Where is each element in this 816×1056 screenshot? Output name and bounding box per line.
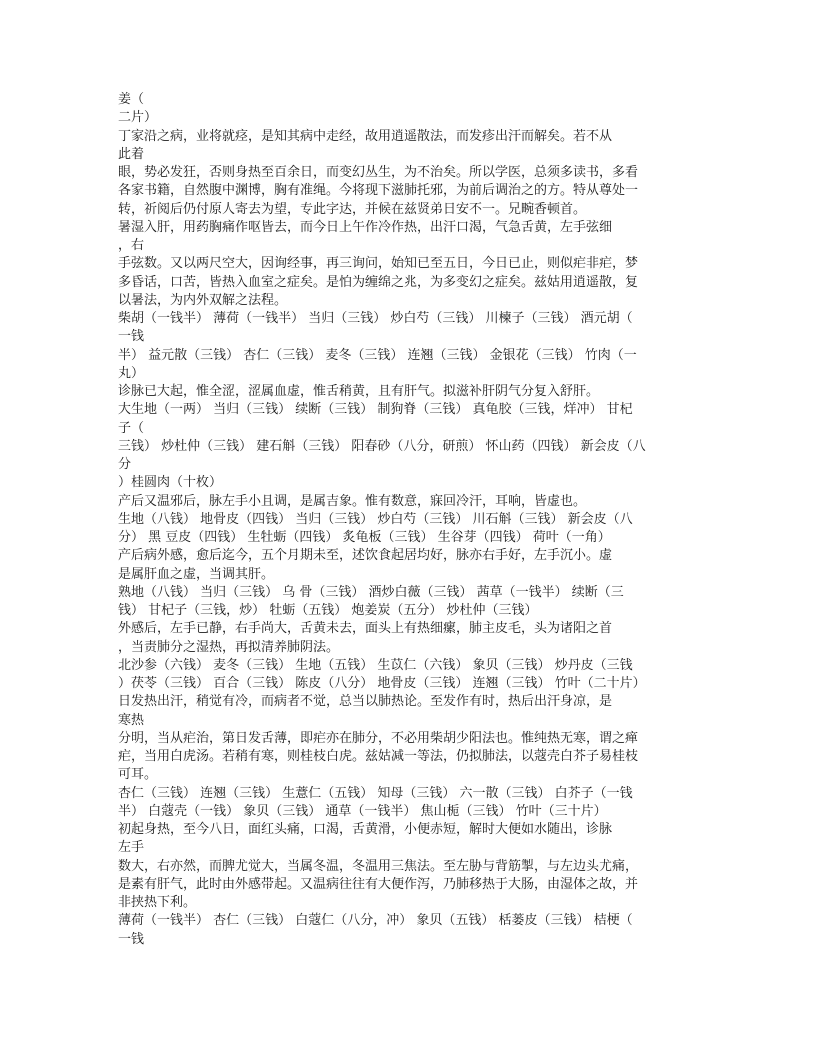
document-page (118, 91, 708, 949)
prescription-line: 分） 黑 豆皮（四钱） 生牡蛎（四钱） 炙龟板（三钱） 生谷芽（四钱） 荷叶（一角） (118, 530, 611, 545)
text-line: 日发热出汗，稍觉有冷，而病者不觉，总当以肺热论。至发作有时，热后出汗身凉，是 (118, 694, 613, 710)
prescription-line: 三钱） 炒杜仲（三钱） 建石斛（三钱） 阳春砂（八分，研煎） 怀山药（四钱） 新会皮（八 (118, 438, 646, 454)
prescription-line: 半） 白蔻壳（一钱） 象贝（三钱） 通草（一钱半） 焦山栀（三钱） 竹叶（三十片） (118, 803, 607, 819)
text-line: 姜（ (118, 92, 145, 107)
text-line: 产后病外感，愈后迄今，五个月期未至，述饮食起居均好，脉亦右手好，左手沉小。虚 (118, 548, 613, 564)
text-line: 各家书籍，自然腹中渊博，胸有准绳。今将现下滋肺托邪，为前后调治之的方。特从尊处一 (118, 183, 639, 199)
text-line: 分明，当从疟治，第日发舌薄，即疟亦在肺分，不必用柴胡少阳法也。惟纯热无寒，谓之瘅 (118, 730, 639, 746)
prescription-line: 一钱 (118, 931, 145, 947)
text-line: 是属肝血之虚，当调其肝。 (118, 566, 275, 582)
prescription-line: 半） 益元散（三钱） 杏仁（三钱） 麦冬（三钱） 连翘（三钱） 金银花（三钱） 竹肉（一 (118, 347, 637, 363)
prescription-line: 丸） (118, 365, 145, 381)
prescription-line: ）桂圆肉（十枚） (118, 475, 223, 491)
text-line: ，右 (118, 238, 145, 253)
prescription-line: 生地（八钱） 地骨皮（四钱） 当归（三钱） 炒白芍（三钱） 川石斛（三钱） 新会皮（八 (118, 511, 633, 527)
text-line: 数大，右亦然，而脾尤觉大，当属冬温，冬温用三焦法。至左胁与背筋掣，与左边头尤痛， (118, 858, 639, 874)
text-line: 外感后，左手已静，右手尚大，舌黄未去，面头上有热细瘰，肺主皮毛，头为诸阳之首 (118, 621, 613, 637)
text-line: 疟，当用白虎汤。若稍有寒，则桂枝白虎。兹姑减一等法，仍拟肺法，以蔻壳白芥子易桂枝 (118, 749, 639, 764)
text-line: 转，祈阅后仍付原人寄去为望，专此字达，并候在兹贤弟日安不一。兄畹香顿首。 (118, 201, 587, 217)
text-line: 左手 (118, 840, 145, 856)
prescription-line: 柴胡（一钱半） 薄荷（一钱半） 当归（三钱） 炒白芍（三钱） 川楝子（三钱） 酒元胡（ (118, 311, 633, 326)
text-line: 二片） (118, 110, 158, 126)
text-line: 多昏话，口苦，皆热入血室之症矣。是怕为缠绵之兆，为多变幻之症矣。兹姑用逍遥散，复 (118, 274, 639, 290)
text-line: 可耳。 (118, 767, 158, 783)
prescription-line: 熟地（八钱） 当归（三钱） 乌 骨（三钱） 酒炒白薇（三钱） 茜草（一钱半） 续断（三 (118, 584, 624, 600)
prescription-line: 分 (118, 457, 132, 472)
prescription-line: 北沙参（六钱） 麦冬（三钱） 生地（五钱） 生苡仁（六钱） 象贝（三钱） 炒丹皮（三钱 (118, 657, 633, 673)
prescription-line: 钱） 甘杞子（三钱，炒） 牡蛎（五钱） 炮姜炭（五分） 炒杜仲（三钱） (118, 603, 538, 618)
text-line: 手弦数。又以两尺空大，因询经事，再三询问，始知已至五日，今日已止，则似疟非疟，梦 (118, 256, 639, 272)
text-line: 诊脉已大起，惟全涩，涩属血虚，惟舌稍黄，且有肝气。拟滋补肝阴气分复入舒肝。 (118, 384, 600, 399)
text-line: 以暑法，为内外双解之法程。 (118, 292, 288, 308)
text-line: 眼，势必发狂，否则身热至百余日，而变幻丛生，为不治矣。所以学医，总须多读书，多看 (118, 165, 639, 180)
text-line: 非挟热下利。 (118, 895, 197, 910)
text-line: 初起身热，至今八日，面红头痛，口渴，舌黄滑，小便赤短，解时大便如水随出，诊脉 (118, 822, 613, 837)
prescription-line: 大生地（一两） 当归（三钱） 续断（三钱） 制狗脊（三钱） 真龟胶（三钱，烊冲） 甘杞 (118, 402, 633, 418)
prescription-line: 薄荷（一钱半） 杏仁（三钱） 白蔻仁（八分，冲） 象贝（五钱） 栝蒌皮（三钱） 桔梗（ (118, 913, 633, 929)
text-line: ，当责肺分之湿热，再拟清养肺阴法。 (118, 639, 340, 655)
text-line: 是素有肝气，此时由外感带起。又温病往往有大便作泻，乃肺移热于大肠，由湿体之故，并 (118, 876, 639, 892)
text-line: 暑湿入肝，用药胸痛作呕皆去，而今日上午作冷作热，出汗口渴，气急舌黄，左手弦细 (118, 219, 613, 235)
text-line: 此着 (118, 146, 145, 162)
prescription-line: 一钱 (118, 329, 145, 345)
prescription-line: ）茯苓（三钱） 百合（三钱） 陈皮（八分） 地骨皮（三钱） 连翘（三钱） 竹叶（二十片） (118, 676, 646, 691)
text-line: 产后又温邪后，脉左手小且调，是属吉象。惟有数意，寐回冷汗，耳响，皆虚也。 (118, 493, 587, 509)
prescription-line: 杏仁（三钱） 连翘（三钱） 生薏仁（五钱） 知母（三钱） 六一散（三钱） 白芥子（一钱 (118, 785, 633, 801)
text-line: 寒热 (118, 712, 145, 728)
prescription-line: 子（ (118, 420, 145, 436)
text-line: 丁家沿之病，业将就痉，是知其病中走经，故用逍遥散法，而发疹出汗而解矣。若不从 (118, 128, 613, 144)
